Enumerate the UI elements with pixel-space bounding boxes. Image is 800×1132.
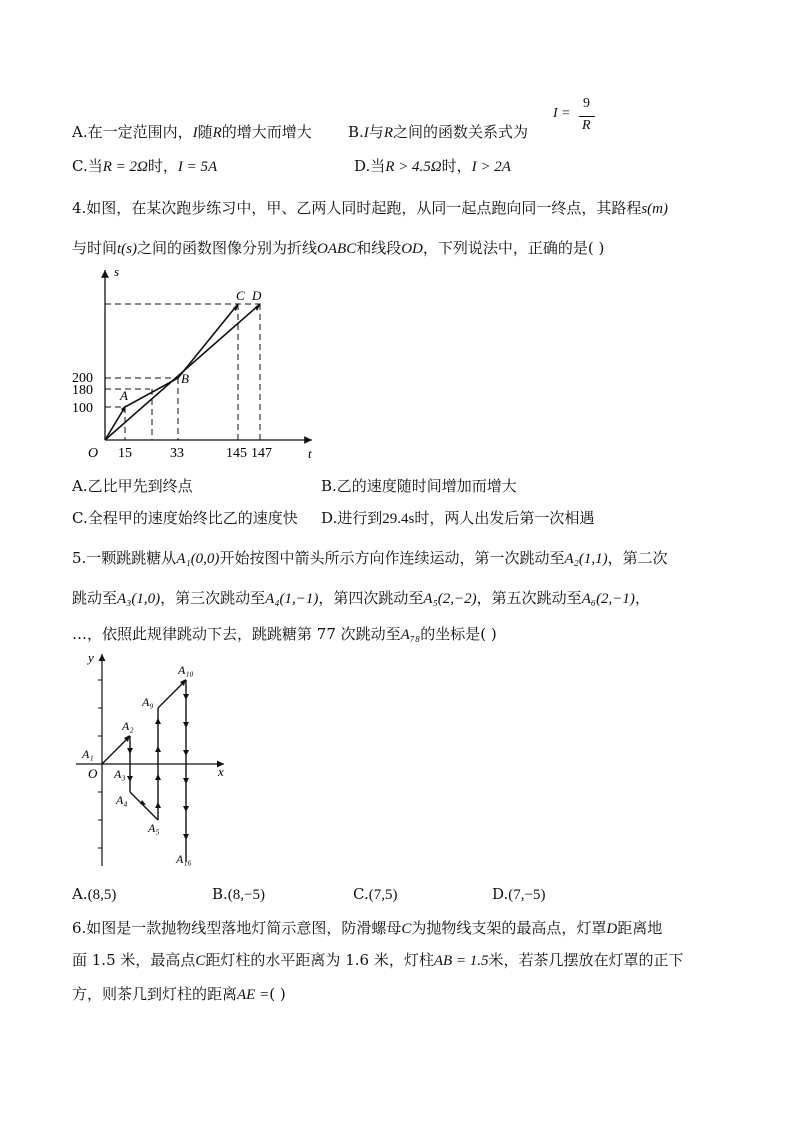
xtick-145: 145	[226, 446, 247, 461]
q5-stem-line1: 5.一颗跳跳糖从A₁(0,0)开始按图中箭头所示方向作连续运动，第一次跳动至A₂(1,1)，第二次	[72, 549, 668, 567]
xtick-15: 15	[118, 446, 132, 461]
xtick-33: 33	[170, 446, 184, 461]
q4-option-a: A.乙比甲先到终点	[72, 477, 193, 495]
label-a2: A₂	[122, 719, 134, 733]
ytick-180: 180	[72, 383, 93, 398]
q5-stem-line2: 跳动至A₃(1,0)，第三次跳动至A₄(1,−1)，第四次跳动至A₅(2,−2)，第五次跳动至A₆(2,−1)，	[72, 589, 650, 607]
label-a5: A₅	[148, 821, 160, 835]
q4-option-b: B.乙的速度随时间增加而增大	[321, 477, 517, 495]
point-a-label: A	[120, 388, 128, 403]
q6-stem-line3: 方，则茶几到灯柱的距离AE =( )	[72, 985, 286, 1003]
q5-option-b: B.(8,−5)	[212, 885, 265, 903]
y-axis-label: y	[88, 650, 94, 665]
q4-option-d: D.进行到29.4s时，两人出发后第一次相遇	[321, 509, 595, 527]
q5-option-a: A.(8,5)	[72, 885, 117, 903]
label-a4: A₄	[116, 793, 128, 807]
xtick-147: 147	[251, 446, 272, 461]
label-a10: A₁₀	[178, 663, 194, 677]
label-a9: A₉	[142, 695, 154, 709]
q5-option-d: D.(7,−5)	[492, 885, 546, 903]
point-c-label: C	[236, 288, 245, 303]
q5-jump-path-graph	[72, 648, 242, 870]
origin-label: O	[88, 446, 99, 461]
x-axis-label: t	[308, 446, 312, 461]
q6-stem-line1: 6.如图是一款抛物线型落地灯简示意图，防滑螺母C为抛物线支架的最高点，灯罩D距离地	[72, 919, 663, 937]
q4-stem-line1: 4.如图，在某次跑步练习中，甲、乙两人同时起跑，从同一起点跑向同一终点，其路程s(m)	[72, 199, 668, 217]
label-a3: A₃	[114, 767, 126, 781]
q6-stem-line2: 面 1.5 米，最高点C距灯柱的水平距离为 1.6 米，灯柱AB = 1.5米，若茶几摆放在灯罩的正下	[72, 951, 684, 969]
ytick-100: 100	[72, 401, 93, 416]
label-a1: A₁	[82, 747, 94, 761]
q3-option-d: D.当R > 4.5Ω时，I > 2A	[354, 157, 511, 175]
q3-option-a: A.在一定范围内，I随R的增大而增大	[72, 123, 312, 141]
point-d-label: D	[252, 288, 262, 303]
q5-option-c: C.(7,5)	[353, 885, 398, 903]
label-a16: A₁₆	[176, 852, 192, 866]
y-axis-label: s	[114, 264, 120, 279]
q3-option-c: C.当R = 2Ω时，I = 5A	[72, 157, 218, 175]
point-b-label: B	[181, 371, 189, 386]
q5-stem-line3: …，依照此规律跳动下去，跳跳糖第 77 次跳动至A₇₈的坐标是( )	[72, 625, 497, 643]
q3-formula-fraction: I = 9 R	[553, 96, 599, 140]
q4-distance-time-graph	[70, 262, 330, 462]
q4-option-c: C.全程甲的速度始终比乙的速度快	[72, 509, 298, 527]
q4-stem-line2: 与时间t(s)之间的函数图像分别为折线OABC和线段OD，下列说法中，正确的是( )	[72, 239, 605, 257]
origin-label: O	[88, 766, 98, 781]
q3-option-b: B.I与R之间的函数关系式为	[348, 123, 528, 141]
x-axis-label: x	[218, 764, 224, 779]
ytick-200: 200	[72, 371, 93, 386]
